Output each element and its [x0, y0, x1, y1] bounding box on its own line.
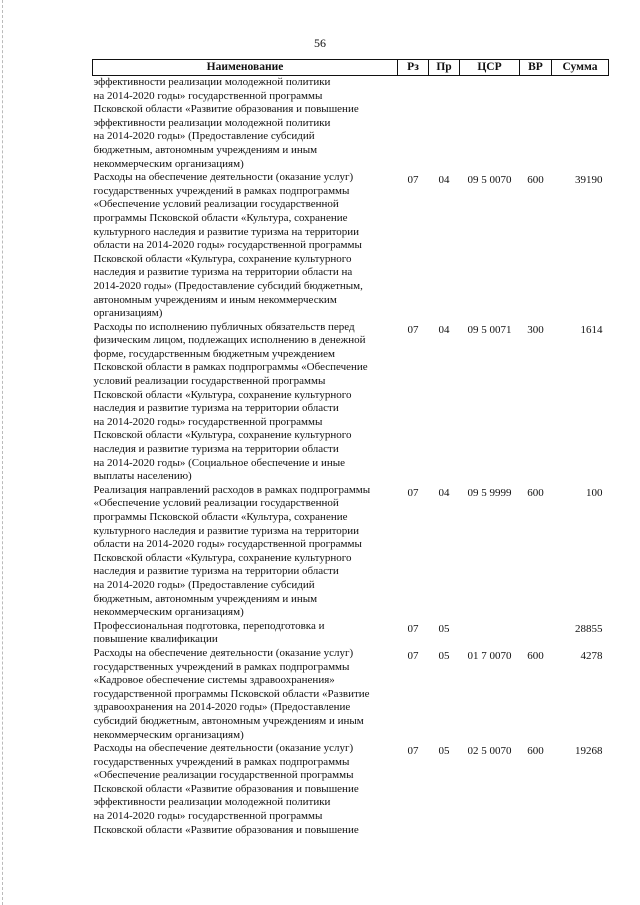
table-row	[93, 321, 609, 484]
cell-name	[93, 647, 398, 742]
header-sum: Сумма	[552, 60, 609, 76]
cell-sum: 1614	[580, 323, 603, 336]
scan-edge-line	[2, 0, 3, 905]
row-name-text: Расходы на обеспечение деятельности (оказание услуг) государственных учреждений в рамках подпрограммы «Кадровое обеспечение системы здравоохранения» государственной программы Псковской области «Развитие здравоохранения на 2014-2020 годы» (Предоставление субсидий бюджетным, автономным учреждениям и иным некоммерческим организациям)	[93, 646, 370, 741]
cell-name	[93, 76, 398, 172]
cell-rz: 07	[407, 649, 419, 662]
cell-name	[93, 620, 398, 647]
table-row	[93, 76, 609, 172]
cell-pr	[429, 76, 460, 172]
cell-name	[93, 742, 398, 837]
cell-csr: 09 5 9999	[467, 486, 512, 499]
cell-rz: 07	[407, 745, 419, 758]
cell-sum: 19268	[575, 745, 603, 758]
header-vr: ВР	[520, 60, 552, 76]
row-name-text: Расходы по исполнению публичных обязательств перед физическим лицом, подлежащих исполнению в денежной форме, государственным бюджетным учреждением Псковской области в рамках подпрограммы «Обеспечение условий реализации государственной программы Псковской области «Культура, сохранение культурного наследия и развитие туризма на территории области на 2014-2020 годы» государственной программы Псковской области «Культура, сохранение культурного наследия и развитие туризма на территории области на 2014-2020 годы» (Социальное обеспечение и иные выплаты населению)	[93, 320, 368, 483]
row-name-text: Реализация направлений расходов в рамках подпрограммы «Обеспечение условий реализации государственной программы Псковской области «Культура, сохранение культурного наследия и развитие туризма на территории области на 2014-2020 годы» государственной программы Псковской области «Культура, сохранение культурного наследия и развитие туризма на территории области на 2014-2020 годы» (Предоставление субсидий бюджетным, автономным учреждениям и иным некоммерческим организациям)	[93, 483, 371, 619]
cell-csr	[460, 76, 520, 172]
cell-csr: 09 5 0071	[467, 323, 512, 336]
row-name-text: Расходы на обеспечение деятельности (оказание услуг) государственных учреждений в рамках подпрограммы «Обеспечение условий реализации государственной программы Псковской области «Культура, сохранение культурного наследия и развитие туризма на территории области на 2014-2020 годы» государственной программы Псковской области «Культура, сохранение культурного наследия и развитие туризма на территории области на 2014-2020 годы» (Предоставление субсидий бюджетным, автономным учреждениям и иным некоммерческим организациям)	[93, 171, 363, 320]
cell-name	[93, 171, 398, 321]
cell-pr: 04	[438, 486, 450, 499]
cell-name	[93, 484, 398, 620]
cell-pr: 04	[438, 174, 450, 187]
table-row	[93, 742, 609, 837]
cell-csr	[460, 620, 520, 647]
cell-rz	[398, 76, 429, 172]
cell-csr: 01 7 0070	[467, 649, 512, 662]
cell-rz: 07	[407, 174, 419, 187]
cell-pr: 05	[438, 745, 450, 758]
row-name-text: Профессиональная подготовка, переподготовка и повышение квалификации	[93, 619, 325, 646]
table-row	[93, 620, 609, 647]
cell-sum: 100	[586, 486, 603, 499]
cell-vr	[520, 620, 552, 647]
cell-pr: 05	[438, 649, 450, 662]
cell-csr: 02 5 0070	[467, 745, 512, 758]
cell-vr	[520, 76, 552, 172]
cell-pr: 05	[438, 622, 450, 635]
cell-vr: 600	[527, 174, 544, 187]
header-pr: Пр	[429, 60, 460, 76]
cell-rz: 07	[407, 622, 419, 635]
cell-sum: 39190	[575, 174, 603, 187]
cell-sum: 4278	[580, 649, 603, 662]
header-rz: Рз	[398, 60, 429, 76]
row-name-text: эффективности реализации молодежной политики на 2014-2020 годы» государственной программы Псковской области «Развитие образования и повышение эффективности реализации молодежной политики на 2014-2020 годы» (Предоставление субсидий бюджетным, автономным учреждениям и иным некоммерческим организациям)	[93, 76, 359, 170]
cell-rz: 07	[407, 323, 419, 336]
cell-csr: 09 5 0070	[467, 174, 512, 187]
table-header-row	[93, 60, 609, 76]
table-row	[93, 647, 609, 742]
cell-vr: 600	[527, 745, 544, 758]
cell-vr: 600	[527, 486, 544, 499]
budget-table	[92, 59, 609, 837]
page-number: 56	[314, 36, 326, 50]
cell-sum: 28855	[575, 622, 603, 635]
cell-vr: 600	[527, 649, 544, 662]
header-name: Наименование	[93, 60, 398, 76]
table-row	[93, 171, 609, 321]
cell-name	[93, 321, 398, 484]
cell-vr: 300	[527, 323, 544, 336]
cell-sum	[552, 76, 609, 172]
cell-rz: 07	[407, 486, 419, 499]
cell-pr: 04	[438, 323, 450, 336]
row-name-text: Расходы на обеспечение деятельности (оказание услуг) государственных учреждений в рамках подпрограммы «Обеспечение реализации государственной программы Псковской области «Развитие образования и повышение эффективности реализации молодежной политики на 2014-2020 годы» государственной программы Псковской области «Развитие образования и повышение	[93, 742, 359, 836]
table-row	[93, 484, 609, 620]
header-csr: ЦСР	[460, 60, 520, 76]
